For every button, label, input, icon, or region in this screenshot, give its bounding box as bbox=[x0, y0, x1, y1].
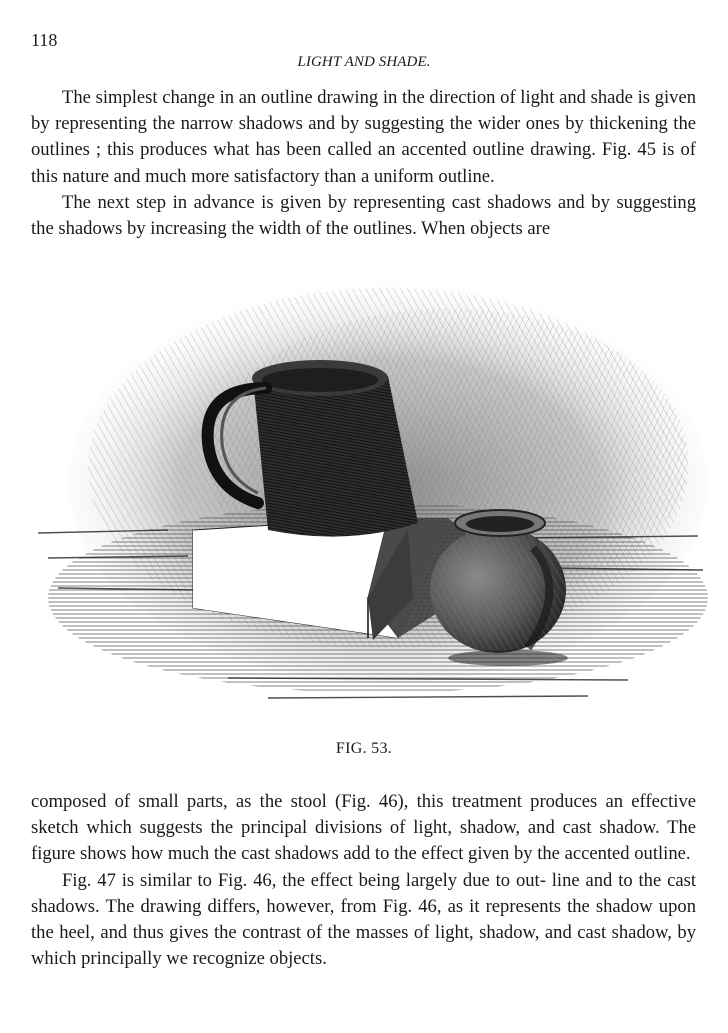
paragraph: The next step in advance is given by representing cast shadows and by suggesting the shadows by increasing the width of the outlines. When objects are bbox=[31, 191, 696, 240]
paragraph: Fig. 47 is similar to Fig. 46, the effect being largely due to out- line and to the cast shadows. The drawing differs, however, from Fig. 46, as it represents the shadow upon the heel, and thus gives the contrast of the masses of light, shadow, and cast shadow, by which principally we recognize objects. bbox=[31, 869, 696, 970]
page-number: 118 bbox=[31, 30, 58, 50]
figure-illustration bbox=[28, 268, 708, 718]
paragraph: composed of small parts, as the stool (Fig. 46), this treatment produces an effective sketch which suggests the principal divisions of light, shadow, and cast shadow. The figure shows how much the cast shadows add to the effect given by the accented outline. bbox=[31, 791, 696, 865]
figure-caption: FIG. 53. bbox=[335, 740, 393, 757]
still-life-sketch bbox=[28, 268, 708, 718]
paragraph: The simplest change in an outline drawing in the direction of light and shade is given by representing the narrow shadows and by suggesting the wider ones by thickening the outlines ; this produces what has been called an accented outline drawing. Fig. 45 is of this nature and much more satisfactory than a uniform outline. bbox=[31, 87, 696, 187]
running-head: LIGHT AND SHADE. bbox=[297, 54, 431, 70]
body-text-top bbox=[31, 85, 696, 242]
body-text-bottom bbox=[31, 789, 696, 972]
